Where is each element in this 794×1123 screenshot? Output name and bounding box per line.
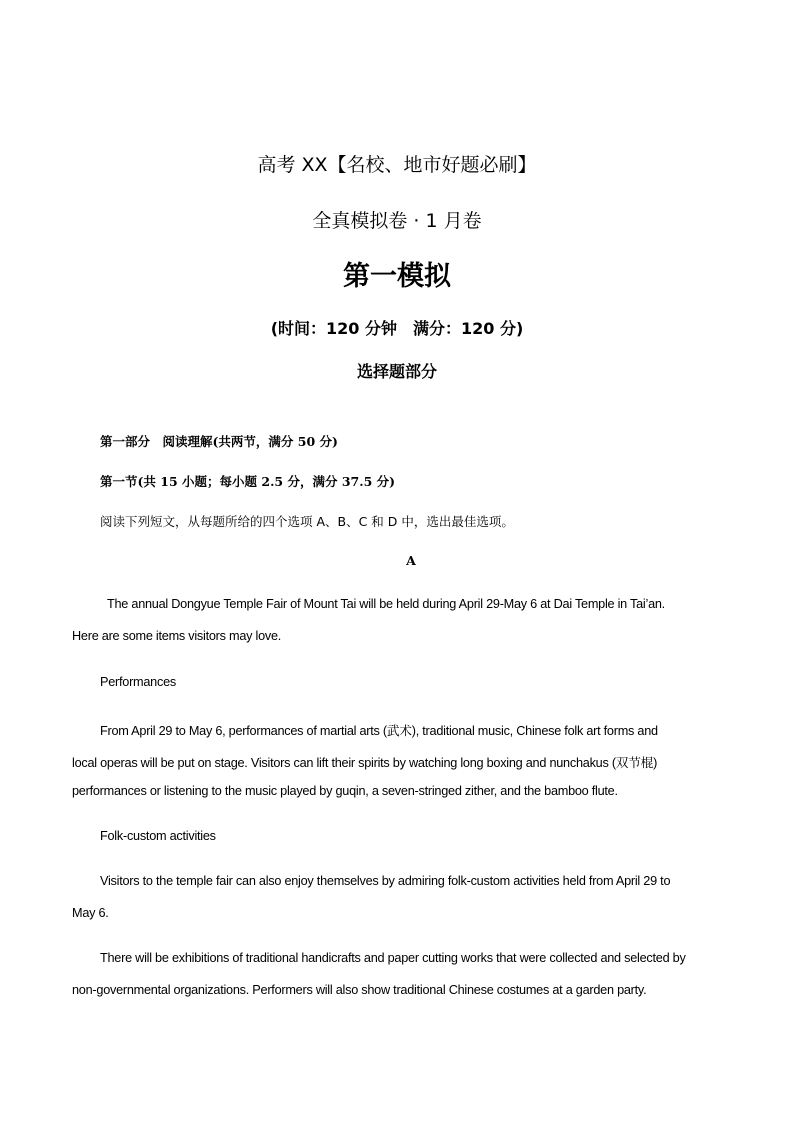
- passage-label: A: [406, 553, 416, 568]
- exam-title: 第一模拟: [343, 261, 451, 292]
- passage-line: From April 29 to May 6, performances of martial arts (武术), traditional music, Chinese folk art forms and: [100, 724, 658, 738]
- passage-line: There will be exhibitions of traditional handicrafts and paper cutting works that were collected and selected by: [100, 951, 686, 965]
- passage-subheading: Performances: [100, 675, 176, 689]
- passage-line: The annual Dongyue Temple Fair of Mount Tai will be held during April 29-May 6 at Dai Temple in Tai’an.: [107, 597, 665, 611]
- instructions: 阅读下列短文，从每题所给的四个选项 A、B、C 和 D 中，选出最佳选项。: [100, 514, 514, 529]
- passage-line: Visitors to the temple fair can also enjoy themselves by admiring folk-custom activities held from April 29 to: [100, 874, 671, 888]
- passage-line: Here are some items visitors may love.: [72, 629, 282, 643]
- passage-subheading: Folk-custom activities: [100, 829, 216, 843]
- subsection-heading: 第一节(共 15 小题；每小题 2.5 分，满分 37.5 分): [100, 474, 396, 489]
- passage-line: local operas will be put on stage. Visitors can lift their spirits by watching long boxing and nunchakus (双节棍): [72, 756, 658, 770]
- section-title: 选择题部分: [356, 362, 437, 381]
- passage-line: performances or listening to the music played by guqin, a seven-stringed zither, and the bamboo flute.: [72, 784, 618, 798]
- time-score-info: (时间：120 分钟 满分：120 分): [270, 319, 524, 338]
- part-heading: 第一部分 阅读理解(共两节，满分 50 分): [100, 434, 338, 449]
- passage-line: May 6.: [72, 906, 109, 920]
- passage-line: non-governmental organizations. Performers will also show traditional Chinese costumes at a garden party.: [72, 983, 647, 997]
- exam-series-title: 高考 XX【名校、地市好题必刷】: [257, 154, 537, 176]
- exam-edition-title: 全真模拟卷 · 1 月卷: [312, 210, 482, 232]
